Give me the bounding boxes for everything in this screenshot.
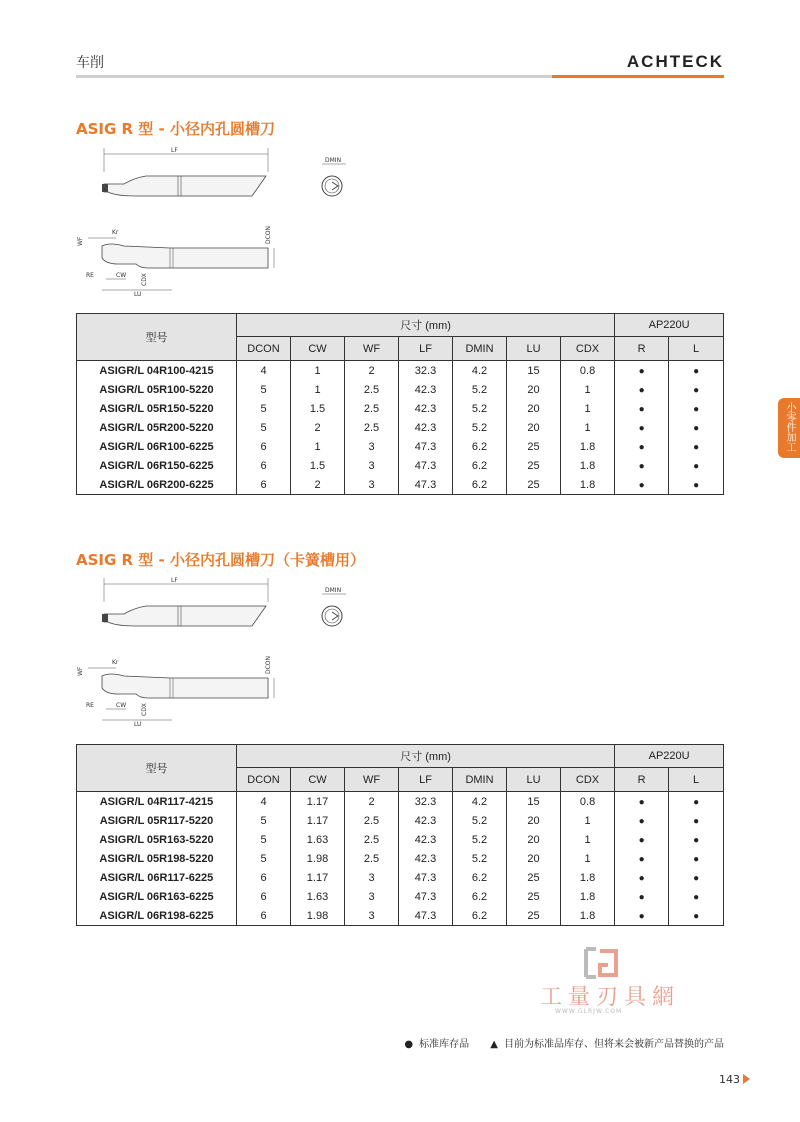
label-wf: WF [77, 666, 84, 676]
value-cell: 4.2 [453, 361, 507, 381]
value-cell: 1.8 [561, 906, 615, 926]
value-cell: 32.3 [399, 361, 453, 381]
stock-r-cell [615, 399, 669, 418]
value-cell: 6.2 [453, 868, 507, 887]
column-header: CW [291, 337, 345, 361]
value-cell: 3 [345, 906, 399, 926]
value-cell: 1.5 [291, 399, 345, 418]
value-cell: 3 [345, 868, 399, 887]
table-row [77, 380, 724, 399]
table-row [77, 811, 724, 830]
stock-l-cell [669, 811, 724, 830]
value-cell: 2.5 [345, 849, 399, 868]
value-cell: 1 [561, 380, 615, 399]
value-cell: 15 [507, 792, 561, 812]
stock-r-cell [615, 887, 669, 906]
value-cell: 2.5 [345, 830, 399, 849]
value-cell: 4.2 [453, 792, 507, 812]
value-cell: 1 [561, 849, 615, 868]
model-cell: ASIGR/L 05R198-5220 [77, 849, 237, 868]
dims-header: 尺寸 (mm) [237, 745, 615, 768]
value-cell: 5.2 [453, 811, 507, 830]
stock-dot-icon: ● [693, 872, 700, 884]
value-cell: 5 [237, 830, 291, 849]
value-cell: 1.63 [291, 887, 345, 906]
table-row [77, 849, 724, 868]
model-cell: ASIGR/L 06R163-6225 [77, 887, 237, 906]
spec-table-2 [76, 744, 724, 926]
stock-l-cell [669, 830, 724, 849]
stock-dot-icon: ● [693, 422, 700, 434]
value-cell: 1 [561, 399, 615, 418]
model-header: 型号 [77, 314, 237, 361]
value-cell: 6 [237, 868, 291, 887]
stock-dot-icon: ● [638, 872, 645, 884]
table-row [77, 830, 724, 849]
label-dmin: DMIN [325, 157, 342, 164]
value-cell: 2 [291, 475, 345, 495]
stock-r-cell [615, 475, 669, 495]
value-cell: 1.98 [291, 849, 345, 868]
model-cell: ASIGR/L 05R117-5220 [77, 811, 237, 830]
grade-header: AP220U [615, 745, 724, 768]
stock-dot-icon: ● [693, 479, 700, 491]
column-header: DCON [237, 337, 291, 361]
stock-r-cell [615, 380, 669, 399]
value-cell: 5.2 [453, 849, 507, 868]
stock-r-cell [615, 849, 669, 868]
label-dcon: DCON [265, 655, 272, 674]
value-cell: 2.5 [345, 418, 399, 437]
section-title-2: ASIG R 型 - 小径内孔圆槽刀（卡簧槽用） [76, 551, 365, 569]
legend-stock-text: 标准库存品 [419, 1039, 470, 1050]
stock-l-cell [669, 361, 724, 381]
dims-header: 尺寸 (mm) [237, 314, 615, 337]
label-dmin: DMIN [325, 587, 342, 594]
value-cell: 3 [345, 475, 399, 495]
tool-drawing-2 [76, 572, 366, 732]
stock-dot-icon: ● [693, 834, 700, 846]
value-cell: 1 [561, 830, 615, 849]
value-cell: 20 [507, 418, 561, 437]
value-cell: 42.3 [399, 399, 453, 418]
column-header: LF [399, 337, 453, 361]
stock-r-cell [615, 456, 669, 475]
stock-dot-icon: ● [638, 853, 645, 865]
next-page-arrow-icon[interactable] [743, 1074, 750, 1084]
value-cell: 47.3 [399, 887, 453, 906]
value-cell: 47.3 [399, 906, 453, 926]
value-cell: 1 [291, 437, 345, 456]
stock-dot-icon: ● [638, 365, 645, 377]
stock-dot-icon: ● [638, 891, 645, 903]
label-cdx: CDX [141, 703, 148, 716]
stock-dot-icon: ● [693, 815, 700, 827]
value-cell: 6 [237, 906, 291, 926]
value-cell: 6 [237, 456, 291, 475]
stock-r-cell [615, 437, 669, 456]
value-cell: 5.2 [453, 830, 507, 849]
value-cell: 5 [237, 811, 291, 830]
value-cell: 25 [507, 456, 561, 475]
value-cell: 20 [507, 849, 561, 868]
section-title-1: ASIG R 型 - 小径内孔圆槽刀 [76, 120, 275, 138]
model-cell: ASIGR/L 06R200-6225 [77, 475, 237, 495]
value-cell: 6 [237, 887, 291, 906]
watermark-text: 工量刃具網 [540, 985, 681, 1010]
table-row [77, 399, 724, 418]
model-cell: ASIGR/L 04R100-4215 [77, 361, 237, 381]
table-row [77, 887, 724, 906]
column-header: DMIN [453, 337, 507, 361]
value-cell: 47.3 [399, 475, 453, 495]
stock-r-cell [615, 792, 669, 812]
value-cell: 2 [345, 361, 399, 381]
value-cell: 20 [507, 811, 561, 830]
column-header: WF [345, 768, 399, 792]
column-header: DMIN [453, 768, 507, 792]
stock-l-cell [669, 380, 724, 399]
value-cell: 1.8 [561, 456, 615, 475]
legend-replace-text: 目前为标准品库存、但将来会被新产品替换的产品 [504, 1039, 724, 1050]
stock-l-cell [669, 906, 724, 926]
column-header: DCON [237, 768, 291, 792]
value-cell: 6.2 [453, 887, 507, 906]
column-header: L [669, 768, 724, 792]
column-header: LU [507, 337, 561, 361]
value-cell: 42.3 [399, 811, 453, 830]
stock-r-cell [615, 361, 669, 381]
label-wf: WF [77, 236, 84, 246]
value-cell: 2.5 [345, 811, 399, 830]
label-lu: LU [134, 721, 142, 728]
label-re: RE [86, 272, 94, 279]
stock-dot-icon: ● [693, 796, 700, 808]
value-cell: 20 [507, 380, 561, 399]
stock-dot-icon: ● [693, 403, 700, 415]
value-cell: 1.17 [291, 792, 345, 812]
label-kr: Kr [112, 229, 119, 236]
model-cell: ASIGR/L 04R117-4215 [77, 792, 237, 812]
column-header: CW [291, 768, 345, 792]
stock-dot-icon: ● [638, 422, 645, 434]
value-cell: 5 [237, 380, 291, 399]
watermark-logo-icon [582, 945, 622, 981]
stock-dot-icon: ● [693, 910, 700, 922]
value-cell: 47.3 [399, 868, 453, 887]
value-cell: 15 [507, 361, 561, 381]
header-rule-orange [552, 75, 724, 78]
stock-l-cell [669, 418, 724, 437]
value-cell: 42.3 [399, 849, 453, 868]
value-cell: 1 [561, 811, 615, 830]
value-cell: 25 [507, 868, 561, 887]
section-label: 车削 [76, 55, 104, 71]
column-header: WF [345, 337, 399, 361]
value-cell: 5.2 [453, 418, 507, 437]
stock-dot-icon: ● [638, 910, 645, 922]
stock-dot-icon: ● [693, 441, 700, 453]
value-cell: 6.2 [453, 906, 507, 926]
model-cell: ASIGR/L 05R163-5220 [77, 830, 237, 849]
value-cell: 32.3 [399, 792, 453, 812]
model-cell: ASIGR/L 06R198-6225 [77, 906, 237, 926]
value-cell: 0.8 [561, 361, 615, 381]
stock-dot-icon: ● [638, 479, 645, 491]
model-cell: ASIGR/L 05R200-5220 [77, 418, 237, 437]
value-cell: 20 [507, 830, 561, 849]
model-cell: ASIGR/L 06R150-6225 [77, 456, 237, 475]
brand-logo: ACHTECK [626, 52, 724, 71]
value-cell: 2.5 [345, 380, 399, 399]
value-cell: 25 [507, 906, 561, 926]
value-cell: 1.17 [291, 811, 345, 830]
value-cell: 3 [345, 437, 399, 456]
label-lu: LU [134, 291, 142, 298]
value-cell: 25 [507, 887, 561, 906]
stock-r-cell [615, 906, 669, 926]
value-cell: 5 [237, 418, 291, 437]
watermark-url: WWW.GLRJW.COM [555, 1008, 623, 1015]
side-tab-small-parts[interactable] [778, 398, 800, 458]
tool-drawing-1 [76, 142, 366, 302]
stock-dot-icon: ● [693, 365, 700, 377]
value-cell: 5 [237, 849, 291, 868]
value-cell: 25 [507, 437, 561, 456]
table-row [77, 906, 724, 926]
stock-dot-icon: ● [638, 403, 645, 415]
legend [398, 1035, 724, 1050]
table-row [77, 792, 724, 812]
value-cell: 42.3 [399, 418, 453, 437]
value-cell: 1.8 [561, 887, 615, 906]
spec-table-1 [76, 313, 724, 495]
stock-l-cell [669, 849, 724, 868]
value-cell: 1.17 [291, 868, 345, 887]
value-cell: 20 [507, 399, 561, 418]
value-cell: 6 [237, 437, 291, 456]
label-re: RE [86, 702, 94, 709]
value-cell: 5.2 [453, 380, 507, 399]
stock-l-cell [669, 792, 724, 812]
stock-dot-icon: ● [693, 384, 700, 396]
label-kr: Kr [112, 659, 119, 666]
stock-l-cell [669, 437, 724, 456]
column-header: CDX [561, 337, 615, 361]
value-cell: 2 [345, 792, 399, 812]
value-cell: 4 [237, 361, 291, 381]
column-header: R [615, 337, 669, 361]
label-dcon: DCON [265, 225, 272, 244]
value-cell: 1 [291, 380, 345, 399]
label-lf: LF [171, 147, 178, 154]
value-cell: 1.8 [561, 475, 615, 495]
value-cell: 6.2 [453, 456, 507, 475]
value-cell: 1.8 [561, 868, 615, 887]
value-cell: 42.3 [399, 380, 453, 399]
value-cell: 1.5 [291, 456, 345, 475]
value-cell: 47.3 [399, 456, 453, 475]
column-header: CDX [561, 768, 615, 792]
value-cell: 1.63 [291, 830, 345, 849]
column-header: LU [507, 768, 561, 792]
stock-dot-icon: ● [638, 460, 645, 472]
value-cell: 1 [291, 361, 345, 381]
table-row [77, 361, 724, 381]
value-cell: 5 [237, 399, 291, 418]
page-number: 143 [719, 1073, 740, 1086]
column-header: R [615, 768, 669, 792]
stock-dot-icon: ● [638, 815, 645, 827]
value-cell: 4 [237, 792, 291, 812]
value-cell: 1.98 [291, 906, 345, 926]
value-cell: 2 [291, 418, 345, 437]
grade-header: AP220U [615, 314, 724, 337]
value-cell: 1 [561, 418, 615, 437]
table-row [77, 475, 724, 495]
label-cw: CW [116, 702, 127, 709]
stock-l-cell [669, 456, 724, 475]
model-cell: ASIGR/L 06R117-6225 [77, 868, 237, 887]
table-row [77, 456, 724, 475]
stock-dot-icon: ● [638, 834, 645, 846]
stock-dot-icon: ● [638, 441, 645, 453]
label-lf: LF [171, 577, 178, 584]
value-cell: 6 [237, 475, 291, 495]
side-tab-label: 小零件加工 [784, 402, 795, 452]
header-rule-gray [76, 75, 552, 78]
stock-r-cell [615, 868, 669, 887]
column-header: LF [399, 768, 453, 792]
stock-l-cell [669, 887, 724, 906]
stock-dot-icon: ● [638, 796, 645, 808]
value-cell: 6.2 [453, 437, 507, 456]
model-cell: ASIGR/L 05R150-5220 [77, 399, 237, 418]
model-cell: ASIGR/L 06R100-6225 [77, 437, 237, 456]
value-cell: 1.8 [561, 437, 615, 456]
legend-stock-symbol: ● [404, 1039, 414, 1050]
value-cell: 47.3 [399, 437, 453, 456]
legend-replace-symbol: ▲ [490, 1039, 498, 1050]
label-cdx: CDX [141, 273, 148, 286]
stock-dot-icon: ● [693, 460, 700, 472]
model-cell: ASIGR/L 05R100-5220 [77, 380, 237, 399]
value-cell: 3 [345, 456, 399, 475]
table-row [77, 437, 724, 456]
value-cell: 0.8 [561, 792, 615, 812]
value-cell: 6.2 [453, 475, 507, 495]
table-row [77, 418, 724, 437]
stock-r-cell [615, 418, 669, 437]
stock-l-cell [669, 399, 724, 418]
stock-dot-icon: ● [693, 891, 700, 903]
value-cell: 2.5 [345, 399, 399, 418]
stock-dot-icon: ● [693, 853, 700, 865]
table-row [77, 868, 724, 887]
value-cell: 25 [507, 475, 561, 495]
value-cell: 3 [345, 887, 399, 906]
stock-dot-icon: ● [638, 384, 645, 396]
stock-r-cell [615, 811, 669, 830]
column-header: L [669, 337, 724, 361]
stock-l-cell [669, 475, 724, 495]
stock-l-cell [669, 868, 724, 887]
value-cell: 42.3 [399, 830, 453, 849]
label-cw: CW [116, 272, 127, 279]
value-cell: 5.2 [453, 399, 507, 418]
model-header: 型号 [77, 745, 237, 792]
stock-r-cell [615, 830, 669, 849]
